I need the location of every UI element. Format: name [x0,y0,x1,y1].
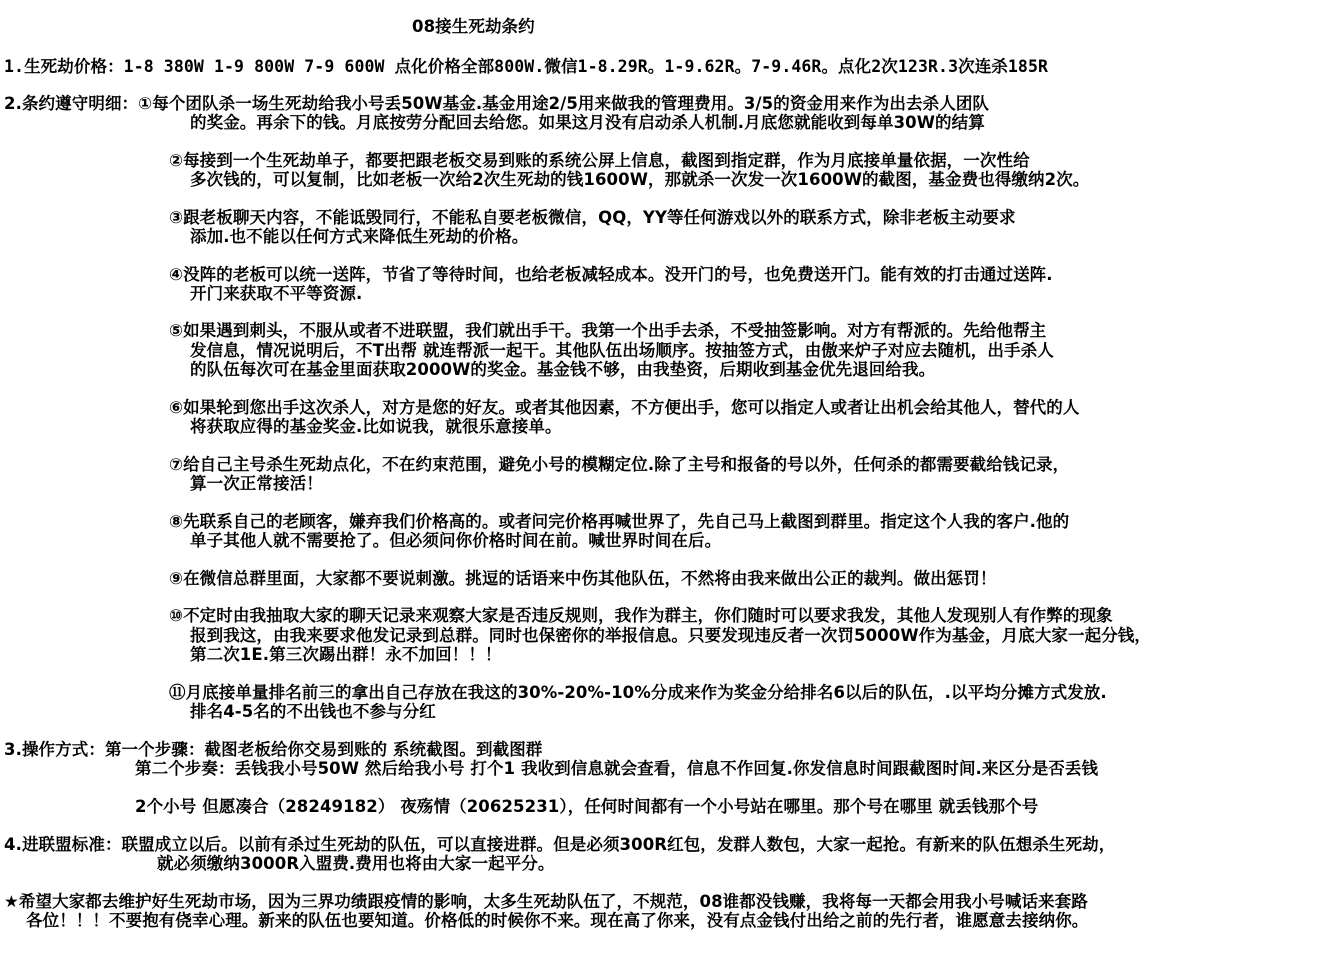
rule-1-line-2: 的奖金。再余下的钱。月底按劳分配回去给您。如果这月没有启动杀人机制.月底您就能收到每单30W的结算 [190,113,985,132]
rule-9-line-1: ⑨在微信总群里面，大家都不要说刺激。挑逗的话语来中伤其他队伍，不然将由我来做出公正的裁判。做出惩罚！ [169,569,997,588]
alliance-line-1: 4.进联盟标准：联盟成立以后。以前有杀过生死劫的队伍，可以直接进群。但是必须300R红包，发群人数包，大家一起抢。有新来的队伍想杀生死劫， [4,835,1116,854]
closing-line-1: ★希望大家都去维护好生死劫市场，因为三界功绩跟疫情的影响，太多生死劫队伍了，不规范，08谁都没钱赚，我将每一天都会用我小号喊话来套路 [4,892,1088,911]
operation-line-1: 3.操作方式：第一个步骤：截图老板给你交易到账的 系统截图。到截图群 [4,740,543,759]
operation-line-2: 第二个步奏：丢钱我小号50W 然后给我小号 打个1 我收到信息就会查看，信息不作回复.你发信息时间跟截图时间.来区分是否丢钱 [135,759,1099,778]
rule-3-line-1: ③跟老板聊天内容，不能诋毁同行，不能私自要老板微信，QQ，YY等任何游戏以外的联系方式，除非老板主动要求 [169,208,1016,227]
rule-5-line-3: 的队伍每次可在基金里面获取2000W的奖金。基金钱不够，由我垫资，后期收到基金优先退回给我。 [190,360,936,379]
rule-11-line-2: 排名4-5名的不出钱也不参与分红 [190,702,436,721]
rule-10-line-1: ⑩不定时由我抽取大家的聊天记录来观察大家是否违反规则，我作为群主，你们随时可以要求我发，其他人发现别人有作弊的现象 [169,606,1113,625]
rule-7-line-2: 算一次正常接活！ [190,474,323,493]
rule-7-line-1: ⑦给自己主号杀生死劫点化，不在约束范围，避免小号的模糊定位.除了主号和报备的号以外，任何杀的都需要截给钱记录， [169,455,1070,474]
rule-1-line-1: 2.条约遵守明细：①每个团队杀一场生死劫给我小号丢50W基金.基金用途2/5用来做我的管理费用。3/5的资金用来作为出去杀人团队 [4,94,990,113]
rule-8-line-2: 单子其他人就不需要抢了。但必须问你价格时间在前。喊世界时间在后。 [190,531,722,550]
alliance-line-2: 就必须缴纳3000R入盟费.费用也将由大家一起平分。 [157,854,555,873]
closing-line-2: 各位！！！不要抱有侥幸心理。新来的队伍也要知道。价格低的时候你不来。现在高了你来，没有点金钱付出给之前的先行者，谁愿意去接纳你。 [26,911,1089,930]
rule-4-line-2: 开门来获取不平等资源. [190,284,363,303]
page-title: 08接生死劫条约 [412,17,535,36]
rule-3-line-2: 添加.也不能以任何方式来降低生死劫的价格。 [190,227,529,246]
operation-line-3: 2个小号 但愿凑合（28249182） 夜殇情（20625231），任何时间都有一个小号站在哪里。那个号在哪里 就丢钱那个号 [135,797,1039,816]
rule-6-line-2: 将获取应得的基金奖金.比如说我，就很乐意接单。 [190,417,562,436]
rule-11-line-1: ⑪月底接单量排名前三的拿出自己存放在我这的30%-20%-10%分成来作为奖金分给排名6以后的队伍，.以平均分摊方式发放. [169,683,1107,702]
rule-8-line-1: ⑧先联系自己的老顾客，嫌弃我们价格高的。或者问完价格再喊世界了，先自己马上截图到群里。指定这个人我的客户.他的 [169,512,1070,531]
rule-2-line-1: ②每接到一个生死劫单子，都要把跟老板交易到账的系统公屏上信息，截图到指定群，作为月底接单量依据，一次性给 [169,151,1030,170]
rule-6-line-1: ⑥如果轮到您出手这次杀人，对方是您的好友。或者其他因素，不方便出手，您可以指定人或者让出机会给其他人，替代的人 [169,398,1080,417]
rule-4-line-1: ④没阵的老板可以统一送阵，节省了等待时间，也给老板减轻成本。没开门的号，也免费送开门。能有效的打击通过送阵. [169,265,1053,284]
price-line: 1.生死劫价格：1-8 380W 1-9 800W 7-9 600W 点化价格全部800W.微信1-8.29R。1-9.62R。7-9.46R。点化2次123R.3次连杀185R [4,57,1049,76]
rule-10-line-2: 报到我这，由我来要求他发记录到总群。同时也保密你的举报信息。只要发现违反者一次罚5000W作为基金，月底大家一起分钱， [190,626,1152,645]
rule-5-line-2: 发信息，情况说明后，不T出帮 就连帮派一起干。其他队伍出场顺序。按抽签方式，由傲来炉子对应去随机，出手杀人 [190,341,1054,360]
rule-2-line-2: 多次钱的，可以复制，比如老板一次给2次生死劫的钱1600W，那就杀一次发一次1600W的截图，基金费也得缴纳2次。 [190,170,1090,189]
rule-5-line-1: ⑤如果遇到刺头，不服从或者不进联盟，我们就出手干。我第一个出手去杀，不受抽签影响。对方有帮派的。先给他帮主 [169,321,1047,340]
rule-10-line-3: 第二次1E.第三次踢出群！永不加回！！！ [190,645,502,664]
